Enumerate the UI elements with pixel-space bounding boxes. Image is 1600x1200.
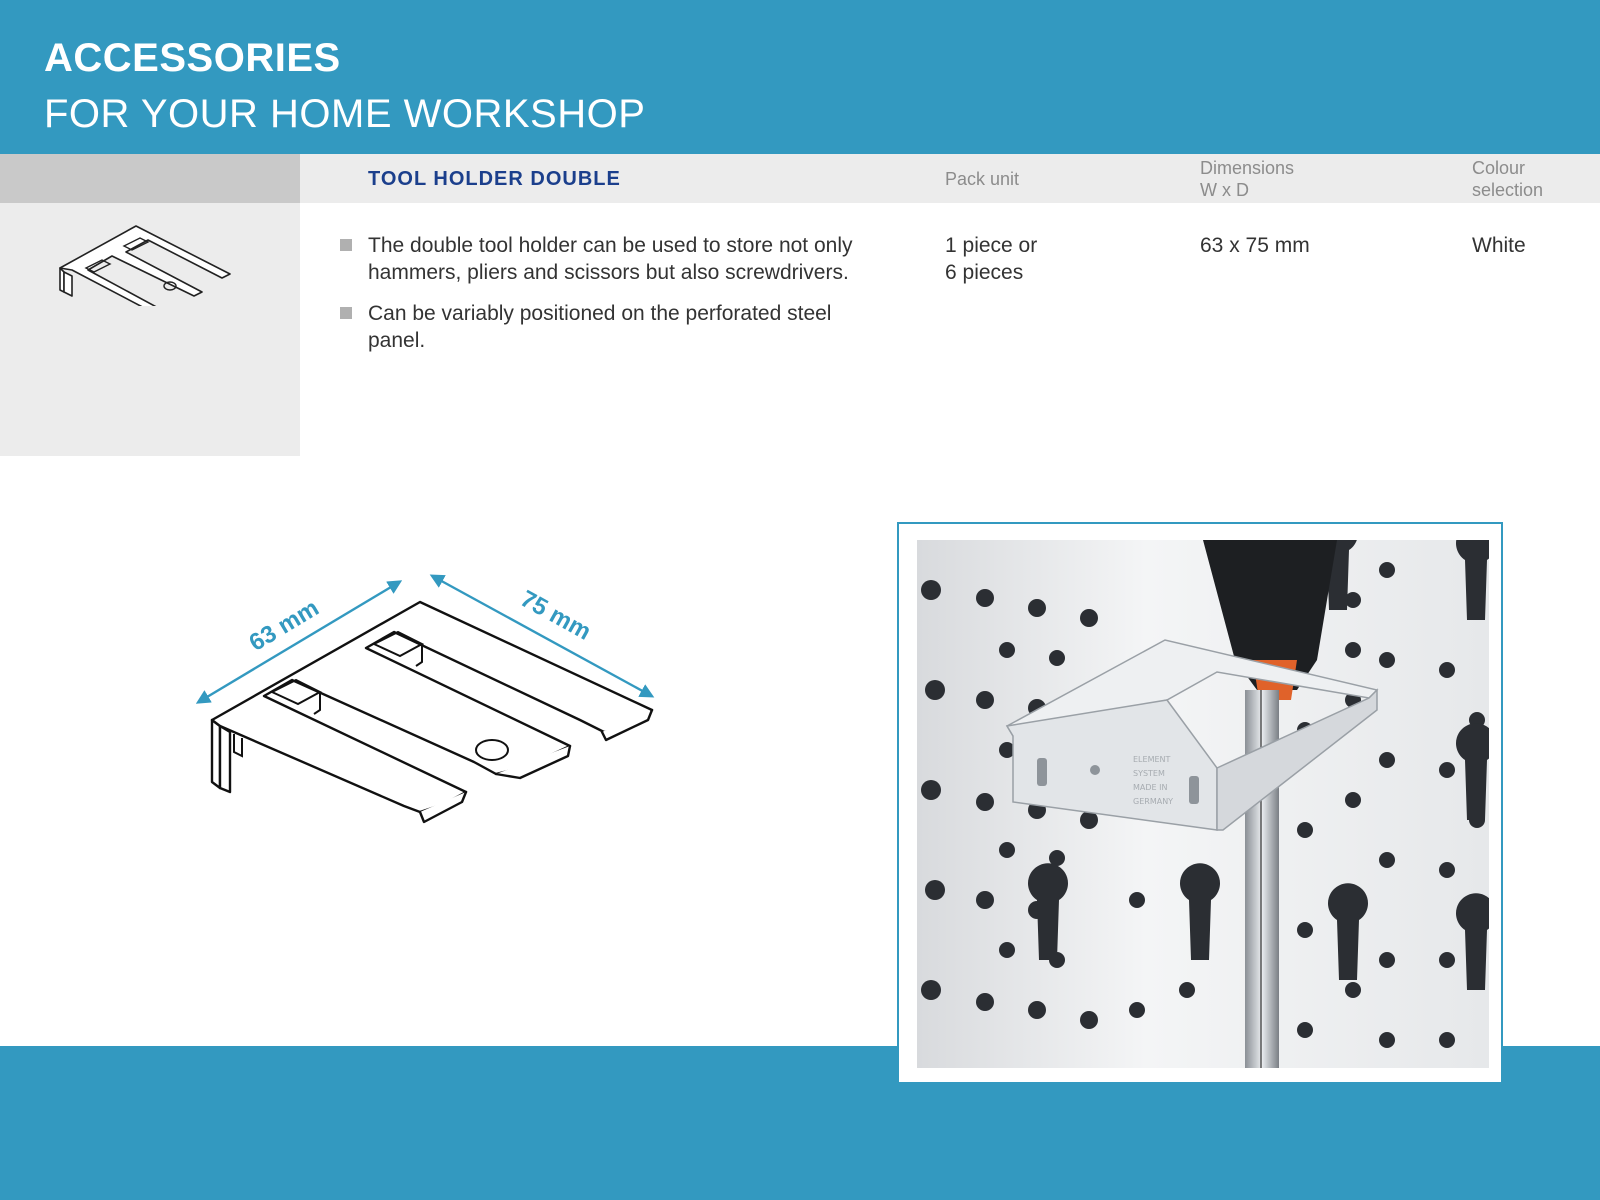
tool-holder-thumbnail-icon	[52, 216, 232, 306]
colour-value: White	[1472, 234, 1526, 257]
bracket-text-line: MADE IN	[1133, 783, 1168, 792]
product-thumbnail-panel	[0, 154, 300, 456]
bullet-square-icon	[340, 307, 352, 319]
page-header	[0, 0, 1600, 154]
page-title: ACCESSORIES	[44, 36, 341, 80]
width-dimension-label: 63 mm	[244, 594, 324, 657]
bracket-text-line: GERMANY	[1133, 797, 1174, 806]
product-photo-frame	[897, 522, 1503, 1084]
bracket-text-line: SYSTEM	[1133, 769, 1165, 778]
bracket-text-line: ELEMENT	[1133, 755, 1171, 764]
dimensions-heading: Dimensions W x D	[1200, 158, 1295, 200]
pack-unit-heading: Pack unit	[945, 169, 1020, 189]
list-item: Can be variably positioned on the perforated steel panel.	[340, 300, 860, 354]
product-name: TOOL HOLDER DOUBLE	[368, 168, 621, 190]
product-photo	[917, 540, 1489, 1068]
dimensions-value: 63 x 75 mm	[1200, 234, 1310, 257]
page-subtitle: FOR YOUR HOME WORKSHOP	[44, 92, 646, 136]
pack-unit-value: 1 piece or 6 pieces	[945, 234, 1038, 284]
bullet-square-icon	[340, 239, 352, 251]
list-item: The double tool holder can be used to store not only hammers, pliers and scissors but also screwdrivers.	[340, 232, 860, 286]
depth-dimension-label: 75 mm	[515, 585, 596, 646]
product-description	[340, 232, 860, 368]
colour-heading: Colour selection	[1472, 158, 1544, 200]
dimension-diagram	[190, 560, 670, 860]
